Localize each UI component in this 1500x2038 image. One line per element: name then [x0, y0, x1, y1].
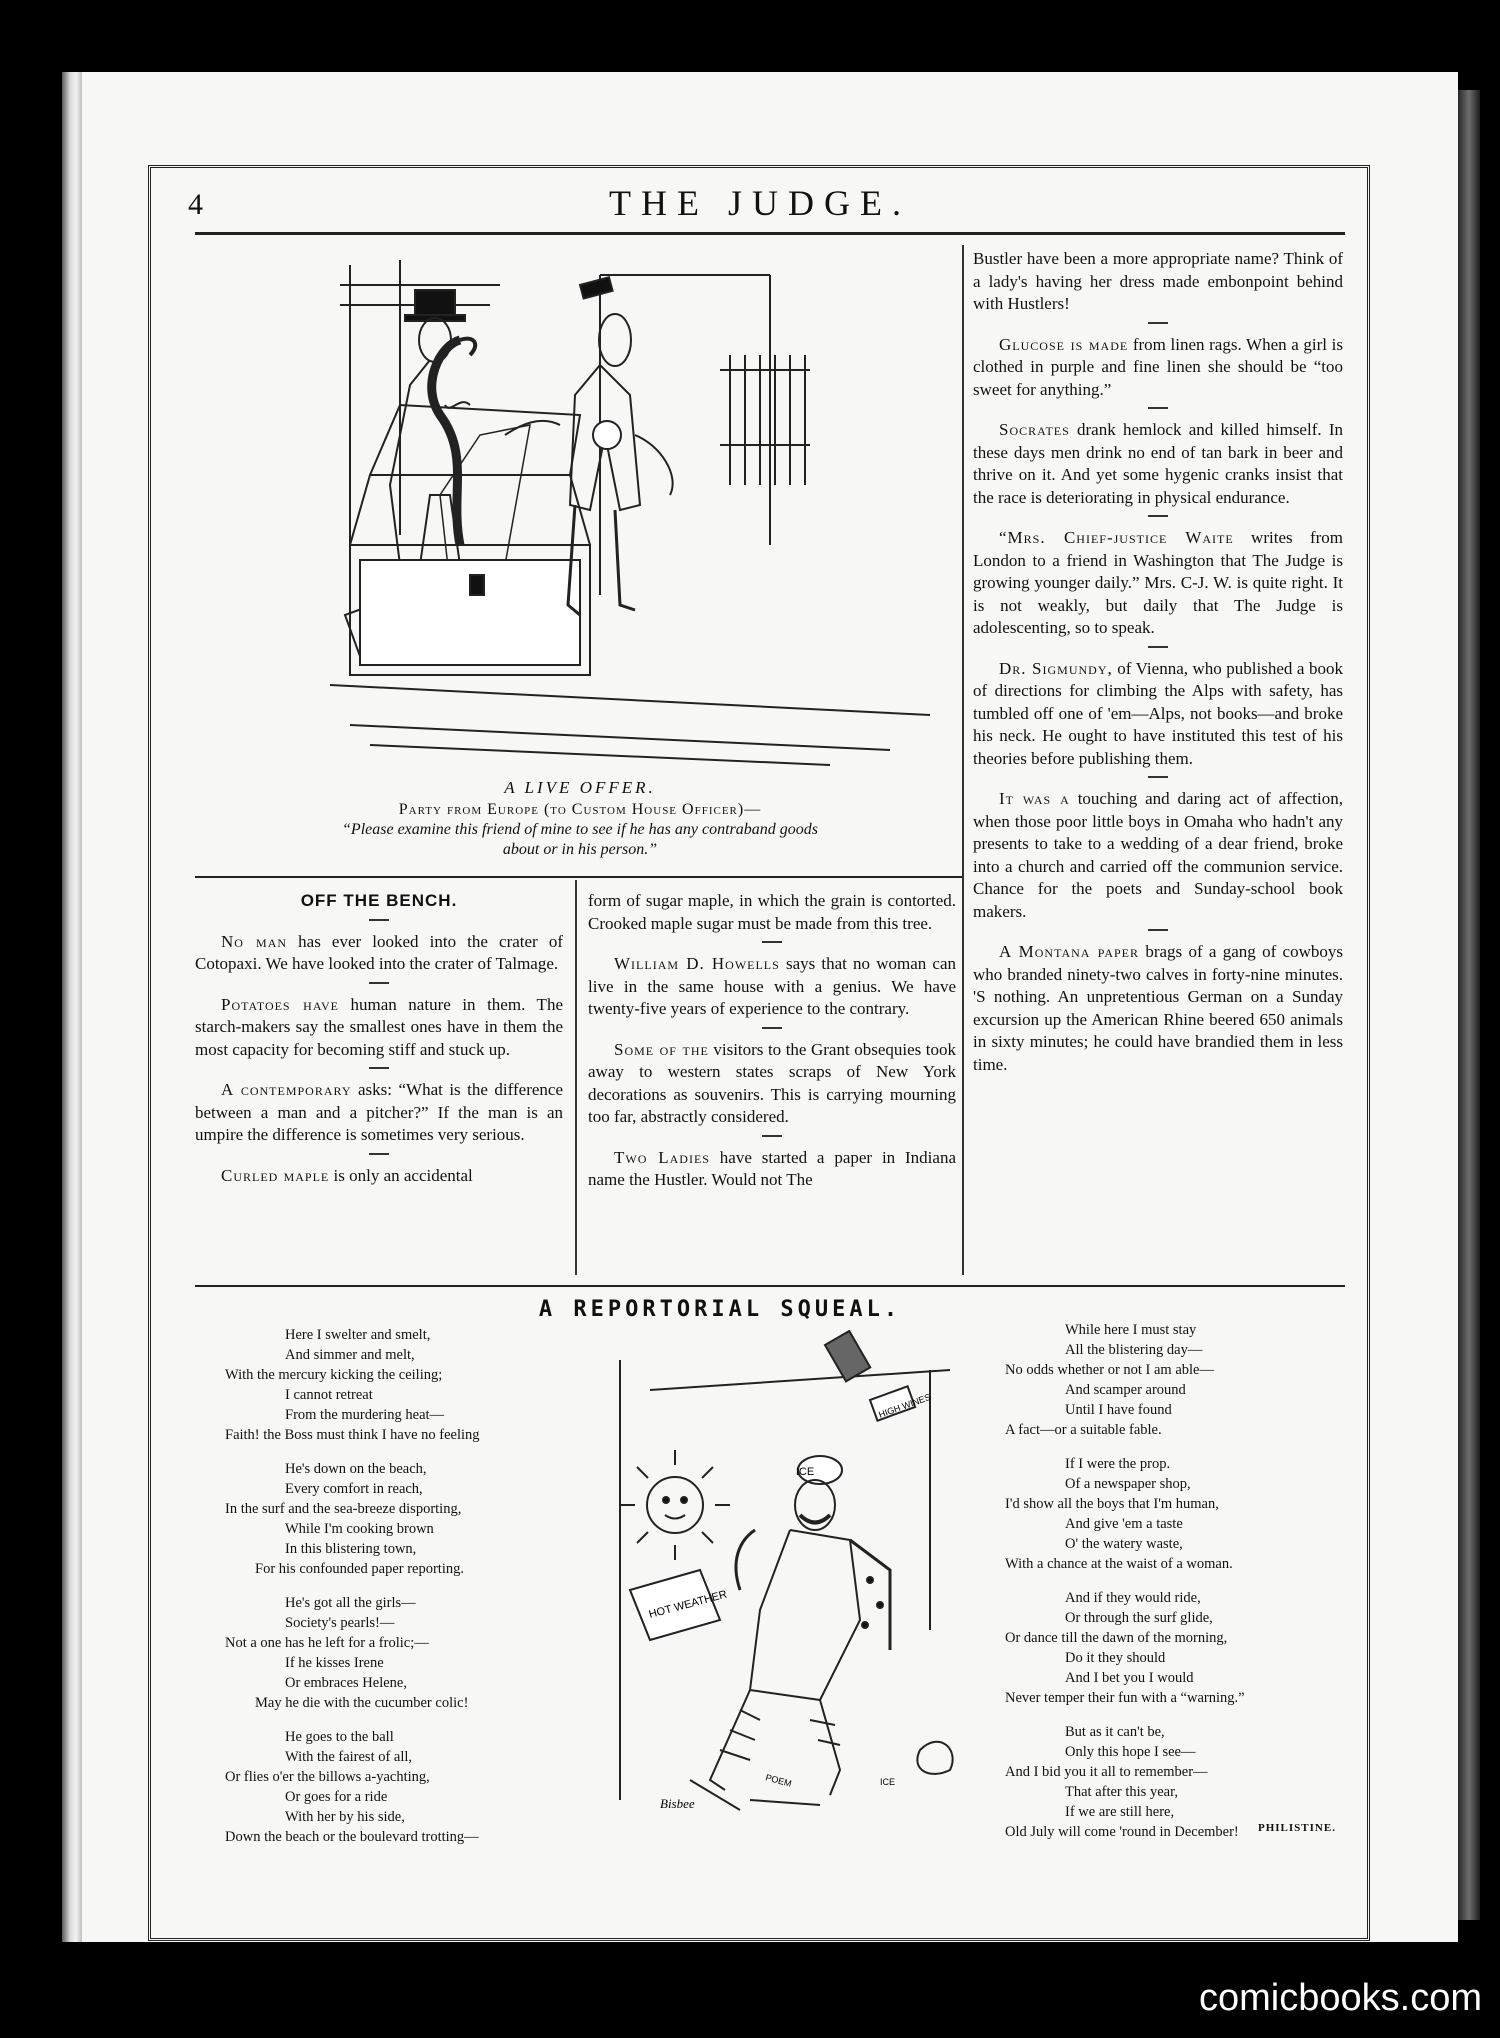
- column-rule-right: [962, 245, 964, 1275]
- poem-right-stanzas: [1005, 1320, 1345, 1856]
- stanza: While here I must stay All the blistering day— No odds whether or not I am able— And scamper around Until I have found A fact—or a suitable fable.: [1005, 1322, 1214, 1438]
- stanza: He's down on the beach, Every comfort in reach, In the surf and the sea-breeze disporting, While I'm cooking brown In this blistering town, For his confounded paper reporting.: [225, 1461, 464, 1577]
- middle-text-column: [588, 890, 956, 1196]
- poem-left-stanzas: [225, 1325, 585, 1861]
- separator: [762, 1027, 782, 1029]
- paragraph: No man has ever looked into the crater of Cotopaxi. We have looked into the crater of Talmage.: [195, 931, 563, 973]
- hat-label: ICE: [795, 1466, 815, 1478]
- separator: [1148, 322, 1168, 324]
- paragraph: Two Ladies have started a paper in Indiana name the Hustler. Would not The: [588, 1147, 956, 1189]
- paragraph: Bustler have been a more appropriate name? Think of a lady's having her dress made embonpoint behind with Hustlers!: [973, 249, 1343, 313]
- paragraph: A contemporary asks: “What is the difference between a man and a pitcher?” If the man is an umpire the difference is sometimes very serious.: [195, 1080, 563, 1144]
- paragraph: Some of the visitors to the Grant obsequies took away to western states scraps of New York decorations as souvenirs. This is carrying mourning too far, abstractly considered.: [588, 1039, 957, 1126]
- paragraph: Dr. Sigmundy, of Vienna, who published a book of directions for climbing the Alps with safety, has tumbled off one of 'em—Alps, not books—and broke his neck. He ought to have instituted this test of his theories before publishing them.: [973, 658, 1344, 768]
- separator: [1148, 776, 1168, 778]
- paragraph: William D. Howells says that no woman can live in the same house with a genius. We have twenty-five years of experience to the contrary.: [588, 954, 956, 1018]
- poem-top-rule: [195, 1285, 1345, 1287]
- paragraph: Glucose is made from linen rags. When a girl is clothed in purple and fine linen she should be “too sweet for anything.”: [973, 334, 1344, 399]
- live-offer-caption: [330, 778, 830, 860]
- cartoon-bottom-rule: [195, 876, 962, 878]
- paragraph: Socrates drank hemlock and killed himself. In these days men drink no end of tan bark in beer and thrive on it. And yet some hygenic cranks insist that the race is deteriorating in physical endurance.: [973, 420, 1343, 507]
- column-rule-middle: [575, 880, 577, 1275]
- stanza: He goes to the ball With the fairest of all, Or flies o'er the billows a-yachting, Or goes for a ride With her by his side, Down the beach or the boulevard trotting—: [225, 1729, 479, 1845]
- paragraph: form of sugar maple, in which the grain is contorted. Crooked maple sugar must be made from this tree.: [588, 891, 956, 933]
- page-number: 4: [188, 188, 203, 221]
- stanza: If I were the prop. Of a newspaper shop, I'd show all the boys that I'm human, And give 'em a taste O' the watery waste, With a chance at the waist of a woman.: [1005, 1456, 1233, 1572]
- poem-title: A REPORTORIAL SQUEAL.: [538, 1297, 902, 1322]
- live-offer-illustration: [330, 245, 930, 775]
- caption-title: A LIVE OFFER.: [504, 778, 656, 797]
- book-spine: [62, 72, 82, 1942]
- separator: [369, 919, 389, 921]
- poem-scrap-label: POEM: [764, 1772, 793, 1789]
- paragraph: Potatoes have human nature in them. The starch-makers say the smallest ones have in them the most capacity for becoming stiff and stuck up.: [195, 994, 563, 1059]
- right-text-column: [973, 248, 1343, 1080]
- paragraph: Curled maple is only an accidental: [221, 1165, 473, 1185]
- paragraph: “Mrs. Chief-justice Waite writes from London to a friend in Washington that The Judge is growing younger daily.” Mrs. C-J. W. is quite right. It is not weakly, but daily that The Judge is adolescenting, so to speak.: [973, 528, 1343, 637]
- caption-speaker: Party from Europe (to Custom House Officer)—: [398, 801, 762, 818]
- separator: [369, 1153, 389, 1155]
- paragraph: A Montana paper brags of a gang of cowboys who branded ninety-two calves in forty-nine minutes. 'S nothing. An unpretentious German on a Sunday excursion up the American Rhine beered 650 animals in sixty minutes; he could have brandied them in less time.: [973, 942, 1343, 1074]
- separator: [1148, 407, 1168, 409]
- stanza: But as it can't be, Only this hope I see— And I bid you it all to remember— That after this year, If we are still here, Old July will come 'round in December!: [1005, 1724, 1239, 1840]
- separator: [1148, 646, 1168, 648]
- separator: [1148, 515, 1168, 517]
- stanza: And if they would ride, Or through the surf glide, Or dance till the dawn of the morning, Do it they should And I bet you I would Never temper their fun with a “warning.”: [1005, 1590, 1245, 1706]
- separator: [762, 1135, 782, 1137]
- poem-signature: PHILISTINE.: [1258, 1822, 1336, 1834]
- off-the-bench-heading: OFF THE BENCH.: [300, 891, 458, 910]
- masthead-title: THE JUDGE.: [609, 183, 911, 223]
- stanza: He's got all the girls— Society's pearls!— Not a one has he left for a frolic;— If he kisses Irene Or embraces Helene, May he die with the cucumber colic!: [225, 1595, 469, 1711]
- off-the-bench-column: [195, 890, 563, 1191]
- artist-signature: Bisbee: [660, 1796, 695, 1811]
- trouser-label: ICE: [880, 1777, 896, 1787]
- newspaper-label: HOT WEATHER: [647, 1588, 729, 1621]
- separator: [762, 941, 782, 943]
- opposite-page-edge: [1458, 90, 1480, 1920]
- watermark: comicbooks.com: [1199, 1977, 1482, 2019]
- separator: [369, 1067, 389, 1069]
- page-header: [160, 180, 1360, 230]
- separator: [369, 982, 389, 984]
- header-rule: [195, 232, 1345, 235]
- paragraph: It was a touching and daring act of affection, when those poor little boys in Omaha who hadn't any presents to take to a wedding of a dear friend, broke into a church and carried off the communion service. Chance for the poets and Sunday-school book makers.: [973, 789, 1343, 921]
- reporter-illustration: [590, 1330, 990, 1830]
- bottle-label: HIGH WINES: [877, 1391, 932, 1420]
- stanza: Here I swelter and smelt, And simmer and melt, With the mercury kicking the ceiling; I cannot retreat From the murdering heat— Faith! the Boss must think I have no feeling: [225, 1327, 480, 1443]
- separator: [1148, 929, 1168, 931]
- caption-quote: “Please examine this friend of mine to see if he has any contraband goods about or in his person.”: [342, 821, 818, 858]
